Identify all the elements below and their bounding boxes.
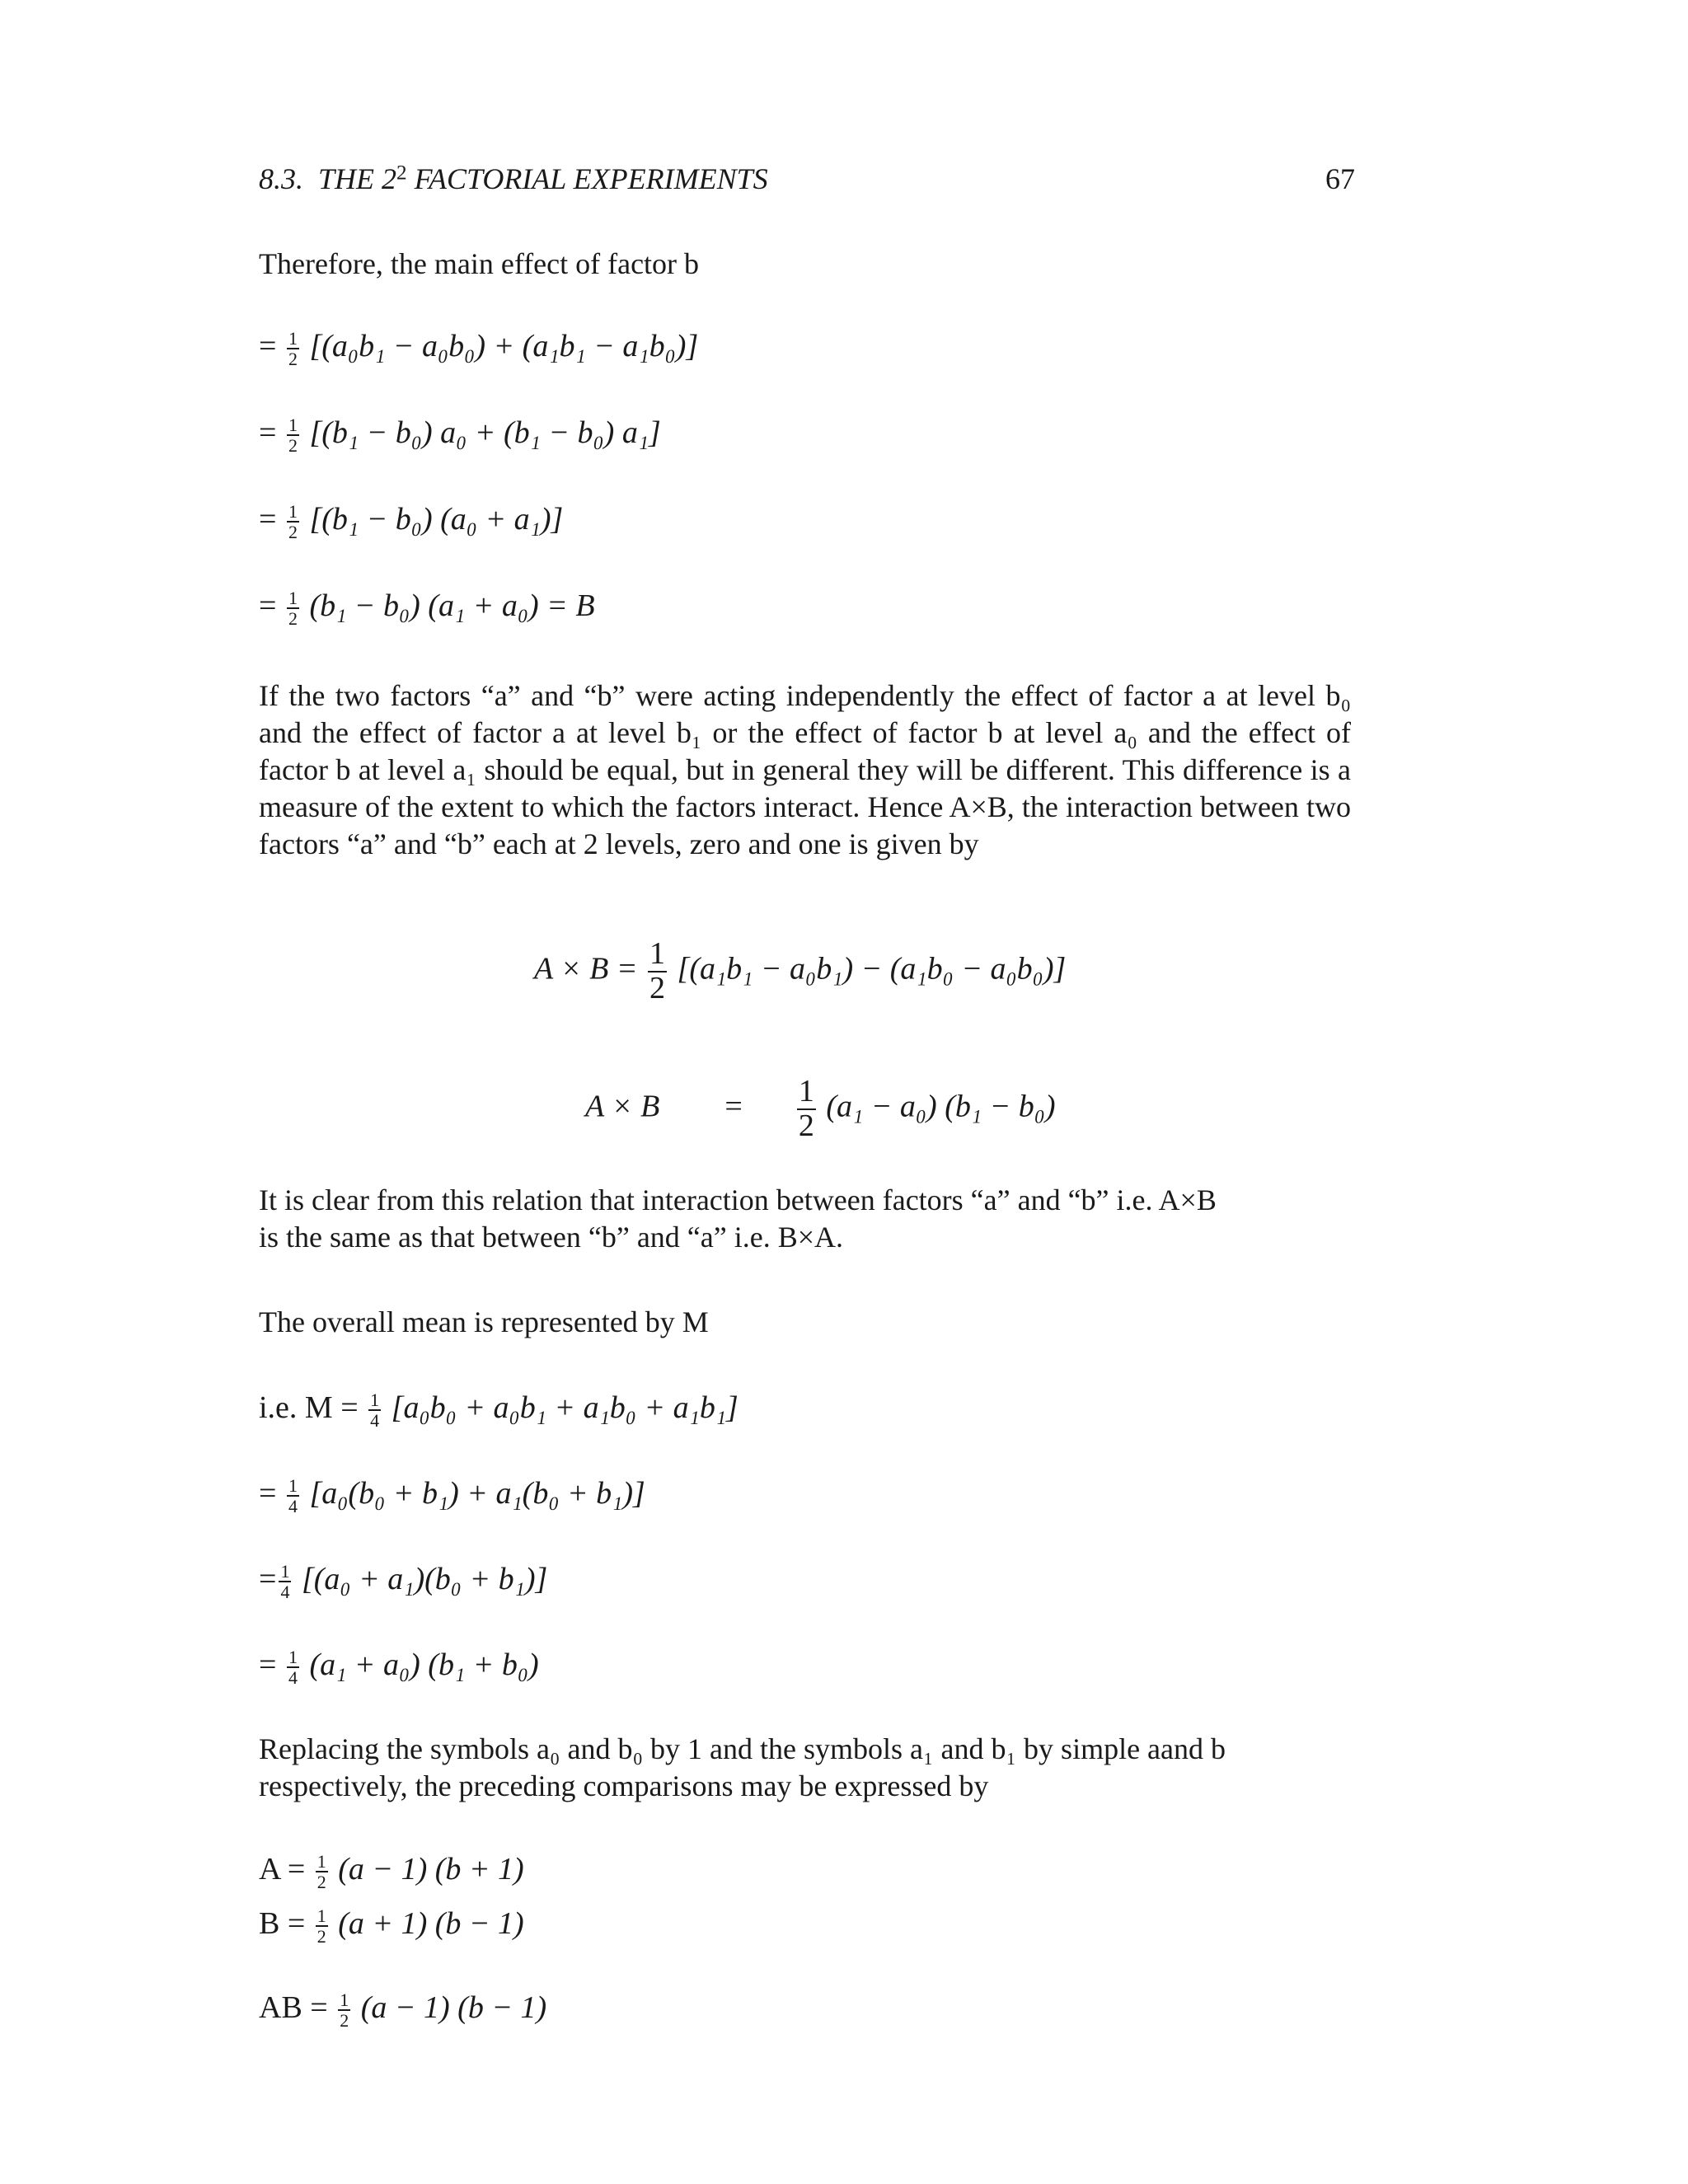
derivation-m-line-4: = $\frac{1}{4}$ (a₁ + a₀) (b₁ + b₀)	[259, 1647, 539, 1689]
fraction: $\frac{1}{2}$	[316, 1905, 326, 1947]
replacing-line-2: respectively, the preceding comparisons may be expressed by	[259, 1769, 989, 1802]
section-title-prefix: THE 2	[318, 162, 397, 195]
comparison-b: B = $\frac{1}{2}$ (a + 1) (b − 1)	[259, 1905, 524, 1947]
section-title-suffix: FACTORIAL EXPERIMENTS	[414, 162, 768, 195]
interaction-paragraph: If the two factors “a” and “b” were acting independently the effect of factor a at level b₀ and the effect of factor a at level b₁ or the effect of factor b at level a₀ and the effect of factor b at level a₁ should be equal, but in general they will be different. This difference is a measure of the extent to which the factors interact. Hence A×B, the interaction between two factors “a” and “b” each at 2 levels, zero and one is given by	[259, 679, 1351, 860]
fraction: $\frac{1}{4}$	[370, 1390, 380, 1432]
fraction: $\frac{1}{2}$	[340, 1990, 349, 2032]
derivation-m-line-1: i.e. M = $\frac{1}{4}$ [a₀b₀ + a₀b₁ + a₁b₀ + a₁b₁]	[259, 1390, 738, 1432]
running-header	[259, 162, 768, 196]
fraction: $\frac{1}{2}$	[288, 501, 298, 543]
derivation-b-line-4: = $\frac{1}{2}$ (b₁ − b₀) (a₁ + a₀) = B	[259, 588, 595, 630]
comparison-ab: AB = $\frac{1}{2}$ (a − 1) (b − 1)	[259, 1990, 547, 2032]
page-number: 67	[1325, 162, 1355, 195]
derivation-m-line-2: = $\frac{1}{4}$ [a₀(b₀ + b₁) + a₁(b₀ + b₁)]	[259, 1475, 645, 1517]
fraction: $\frac{1}{2}$	[798, 1074, 814, 1143]
replacing-line-1: Replacing the symbols a₀ and b₀ by 1 and the symbols a₁ and b₁ by simple aand b	[259, 1732, 1226, 1765]
derivation-b-line-3: = $\frac{1}{2}$ [(b₁ − b₀) (a₀ + a₁)]	[259, 501, 564, 543]
derivation-b-line-1: = $\frac{1}{2}$ [(a₀b₁ − a₀b₀) + (a₁b₁ − a₁b₀)]	[259, 328, 699, 370]
fraction: $\frac{1}{2}$	[288, 588, 298, 630]
fraction: $\frac{1}{2}$	[288, 415, 298, 457]
clear-relation-line-1: It is clear from this relation that interaction between factors “a” and “b” i.e. A×B	[259, 1183, 1217, 1216]
section-title-superscript: 2	[396, 162, 407, 185]
fraction: $\frac{1}{4}$	[288, 1475, 298, 1517]
fraction: $\frac{1}{2}$	[649, 936, 666, 1005]
derivation-m-line-3: = $\frac{1}{4}$ [(a₀ + a₁)(b₀ + b₁)]	[259, 1561, 548, 1603]
comparison-a: A = $\frac{1}{2}$ (a − 1) (b + 1)	[259, 1851, 524, 1893]
display-equation-2: A × B = $\frac{1}{2}$ (a₁ − a₀) (b₁ − b₀)	[585, 1074, 1056, 1143]
clear-relation-line-2: is the same as that between “b” and “a” i.e. B×A.	[259, 1221, 844, 1254]
fraction: $\frac{1}{4}$	[288, 1647, 298, 1689]
section-number: 8.3.	[259, 162, 303, 195]
fraction: $\frac{1}{4}$	[280, 1561, 290, 1603]
intro-line: Therefore, the main effect of factor b	[259, 247, 700, 280]
derivation-b-line-2: = $\frac{1}{2}$ [(b₁ − b₀) a₀ + (b₁ − b₀) a₁]	[259, 415, 661, 457]
display-equation-1: A × B = $\frac{1}{2}$ [(a₁b₁ − a₀b₁) − (a₁b₀ − a₀b₀)]	[534, 936, 1067, 1005]
mean-intro: The overall mean is represented by M	[259, 1305, 709, 1338]
fraction: $\frac{1}{2}$	[288, 328, 298, 370]
fraction: $\frac{1}{2}$	[316, 1851, 326, 1893]
